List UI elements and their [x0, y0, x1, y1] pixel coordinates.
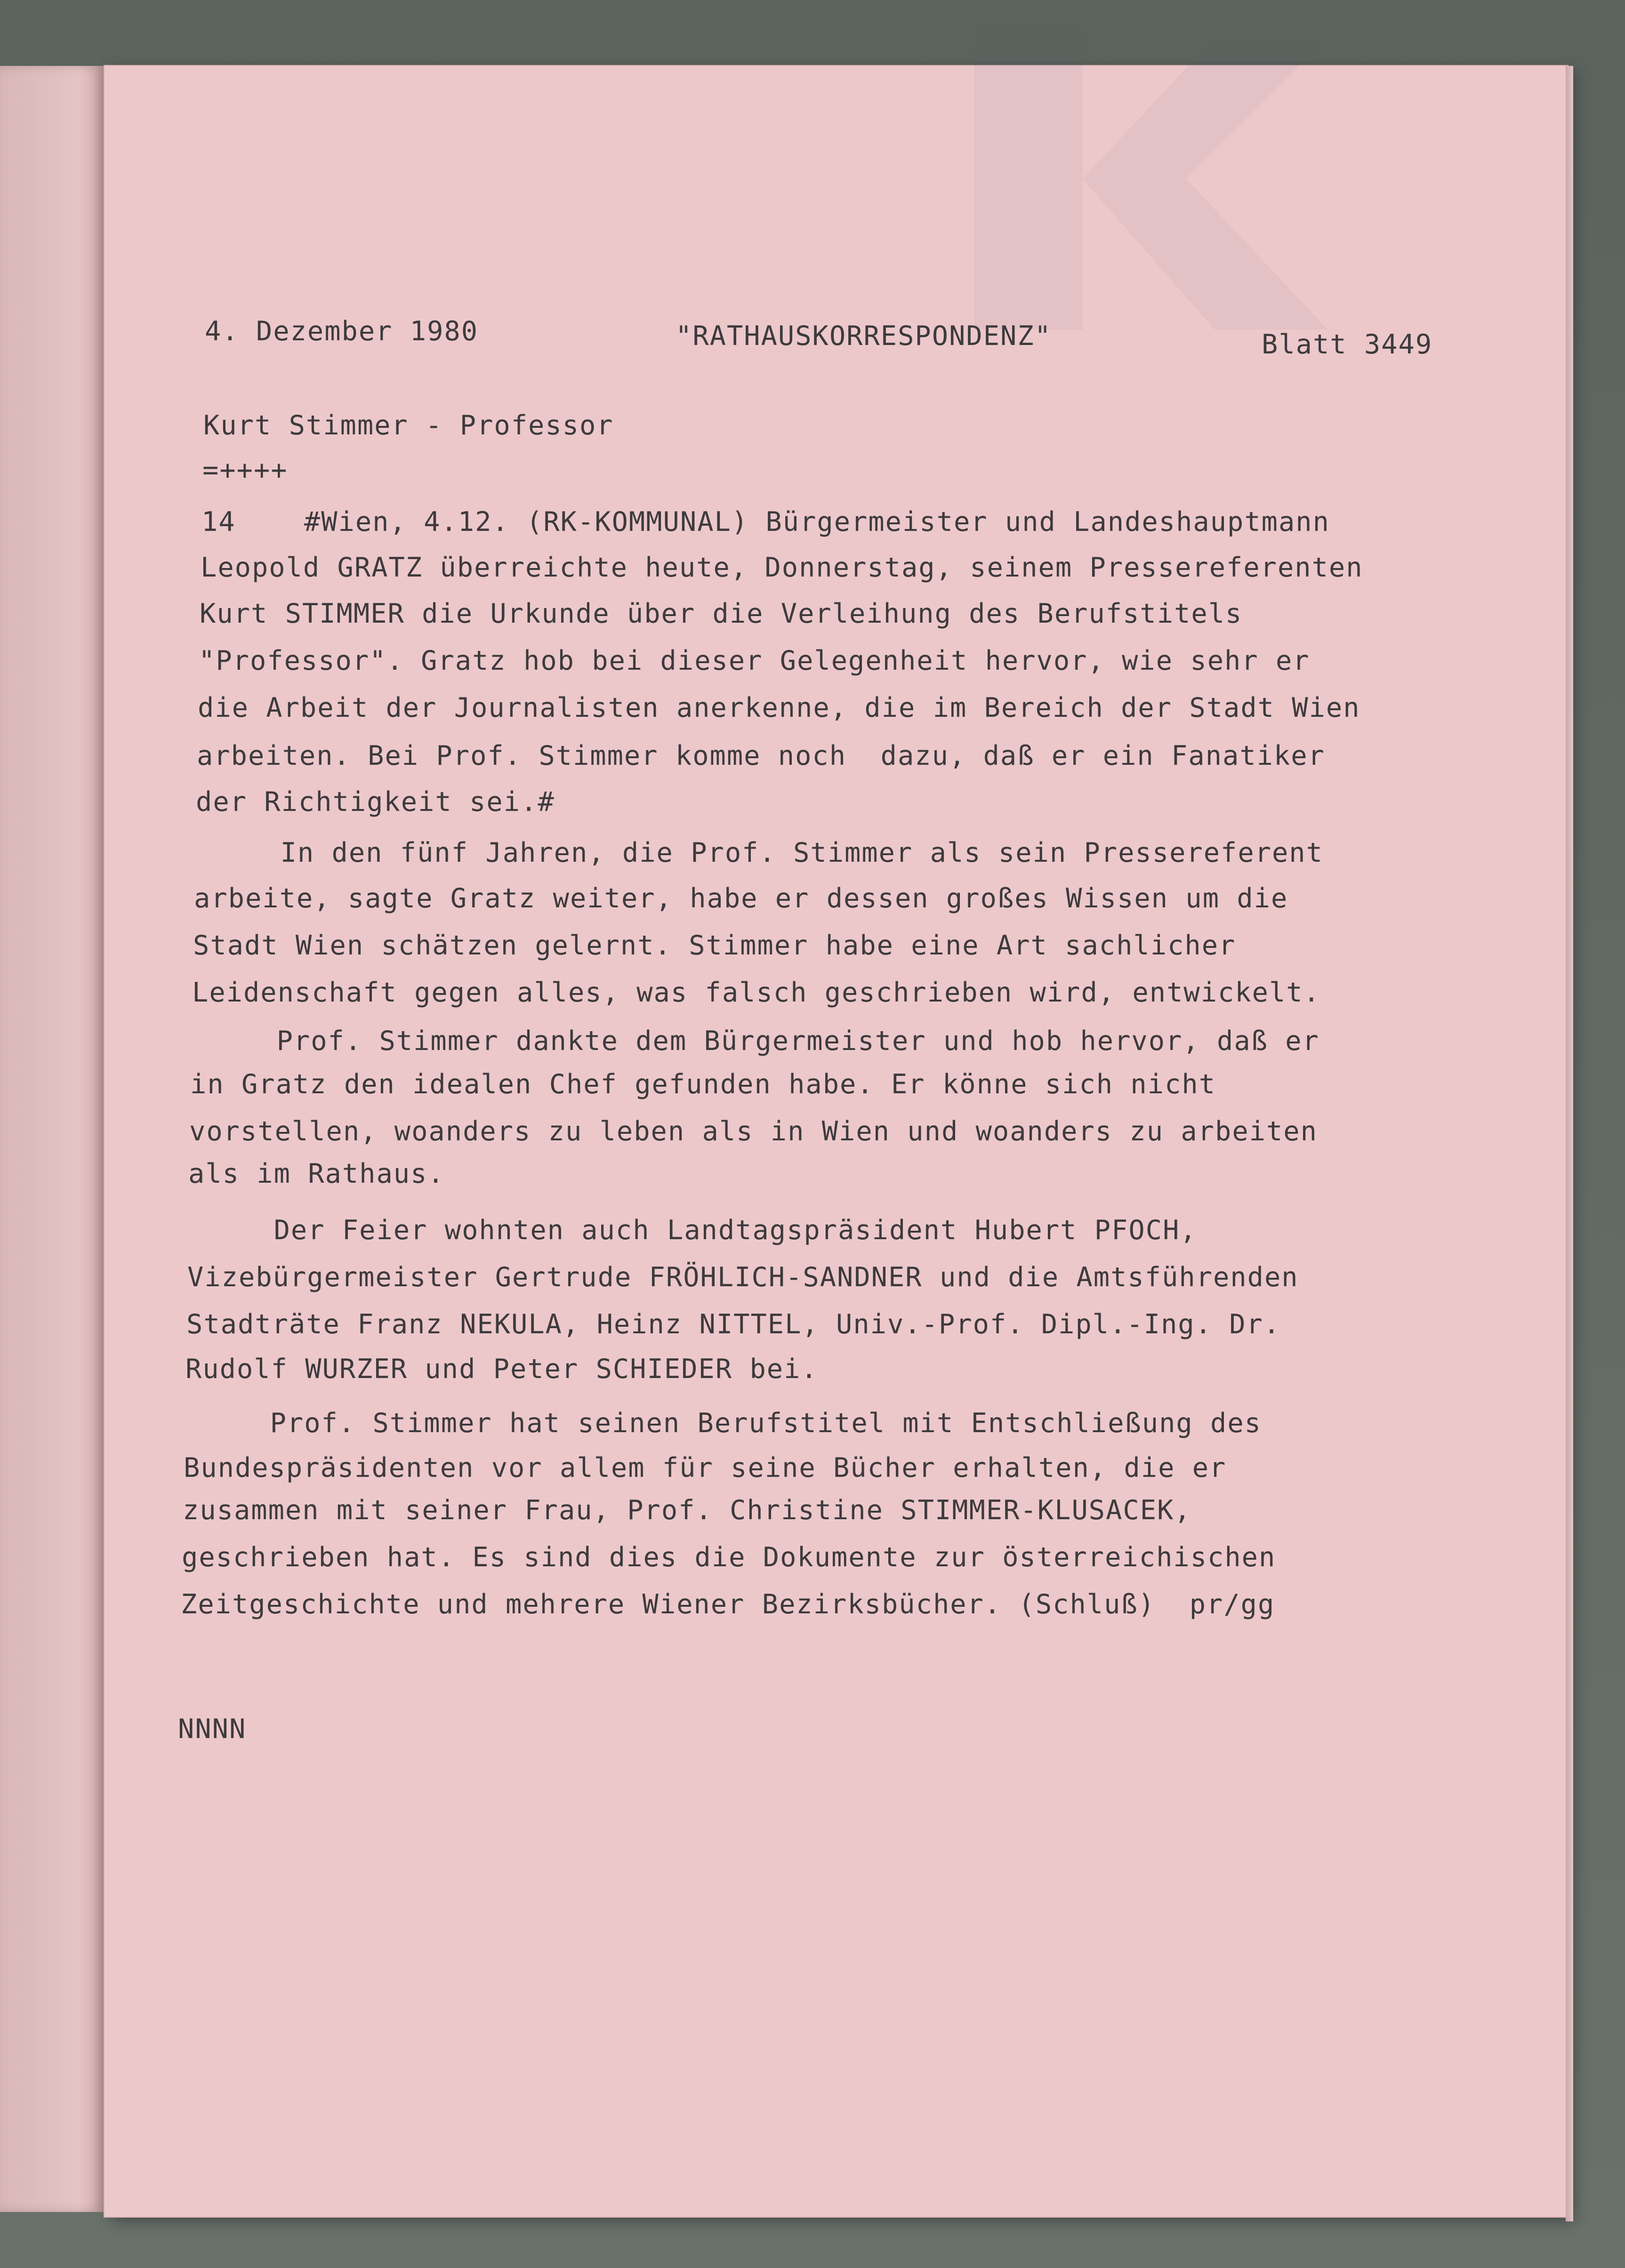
article-headline: Kurt Stimmer - Professor: [203, 410, 614, 441]
text-line: der Richtigkeit sei.#: [196, 786, 555, 817]
header-publication: "RATHAUSKORRESPONDENZ": [676, 321, 1052, 352]
text-line: Leopold GRATZ überreichte heute, Donnerstag, seinem Pressereferenten: [201, 552, 1363, 583]
text-line: als im Rathaus.: [188, 1158, 445, 1189]
text-line: die Arbeit der Journalisten anerkenne, die im Bereich der Stadt Wien: [198, 692, 1360, 723]
text-line: in Gratz den idealen Chef gefunden habe. Er könne sich nicht: [190, 1069, 1216, 1100]
page-stack-edge: [1566, 66, 1573, 2221]
text-line: geschrieben hat. Es sind dies die Dokumente zur österreichischen: [182, 1542, 1276, 1573]
text-line: Bundespräsidenten vor allem für seine Bücher erhalten, die er: [184, 1452, 1227, 1483]
text-line: Prof. Stimmer hat seinen Berufstitel mit Entschließung des: [185, 1408, 1262, 1439]
text-line: Leidenschaft gegen alles, was falsch geschrieben wird, entwickelt.: [192, 977, 1320, 1008]
text-line: In den fünf Jahren, die Prof. Stimmer als sein Pressereferent: [195, 837, 1323, 868]
article-separator: =++++: [202, 455, 288, 486]
text-line: Rudolf WURZER und Peter SCHIEDER bei.: [185, 1354, 818, 1385]
text-line: "Professor". Gratz hob bei dieser Gelegenheit hervor, wie sehr er: [199, 645, 1310, 676]
header-sheet-number: Blatt 3449: [1262, 329, 1433, 360]
text-line: Prof. Stimmer dankte dem Bürgermeister und hob hervor, daß er: [191, 1026, 1319, 1057]
watermark-logo: [857, 9, 1351, 339]
text-line: Stadträte Franz NEKULA, Heinz NITTEL, Univ.-Prof. Dipl.-Ing. Dr.: [186, 1309, 1281, 1340]
text-line: vorstellen, woanders zu leben als in Wien und woanders zu arbeiten: [189, 1116, 1318, 1147]
text-line: Stadt Wien schätzen gelernt. Stimmer habe eine Art sachlicher: [193, 930, 1236, 961]
text-line: zusammen mit seiner Frau, Prof. Christine STIMMER-KLUSACEK,: [183, 1495, 1191, 1526]
text-line: arbeiten. Bei Prof. Stimmer komme noch dazu, daß er ein Fanatiker: [197, 740, 1325, 771]
text-line: Der Feier wohnten auch Landtagspräsident Hubert PFOCH,: [188, 1215, 1197, 1246]
header-date: 4. Dezember 1980: [205, 316, 479, 347]
text-line: Kurt STIMMER die Urkunde über die Verleihung des Berufstitels: [200, 598, 1243, 629]
end-mark: NNNN: [178, 1714, 247, 1745]
text-line: Vizebürgermeister Gertrude FRÖHLICH-SANDNER und die Amtsführenden: [187, 1262, 1299, 1293]
text-line: arbeite, sagte Gratz weiter, habe er dessen großes Wissen um die: [194, 883, 1288, 914]
text-line: Zeitgeschichte und mehrere Wiener Bezirksbücher. (Schluß) pr/gg: [181, 1589, 1275, 1620]
text-line: 14 #Wien, 4.12. (RK-KOMMUNAL) Bürgermeister und Landeshauptmann: [201, 506, 1330, 537]
facing-page-edge: [0, 66, 105, 2212]
